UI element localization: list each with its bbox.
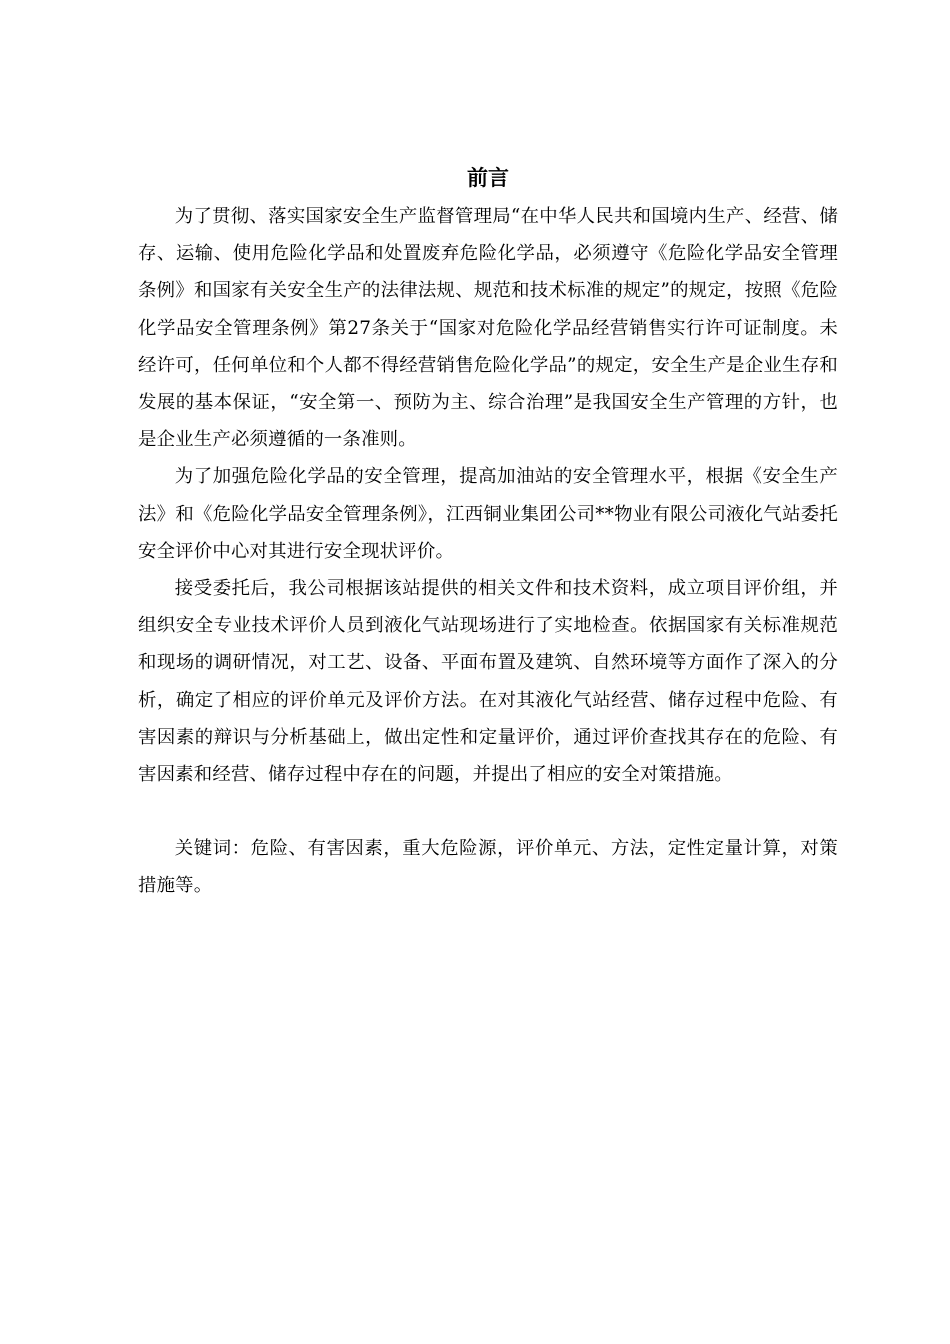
- paragraph-spacer: [138, 793, 838, 830]
- paragraph-3: 接受委托后，我公司根据该站提供的相关文件和技术资料，成立项目评价组，并组织安全专业技术评价人员到液化气站现场进行了实地检查。依据国家有关标准规范和现场的调研情况，对工艺、设备、平面布置及建筑、自然环境等方面作了深入的分析，确定了相应的评价单元及评价方法。在对其液化气站经营、储存过程中危险、有害因素的辩识与分析基础上，做出定性和定量评价，通过评价查找其存在的危险、有害因素和经营、储存过程中存在的问题，并提出了相应的安全对策措施。: [138, 578, 838, 786]
- document-body: [138, 158, 838, 905]
- keywords-paragraph: 关键词：危险、有害因素，重大危险源，评价单元、方法，定性定量计算，对策措施等。: [138, 838, 838, 897]
- paragraph-2: 为了加强危险化学品的安全管理，提高加油站的安全管理水平，根据《安全生产法》和《危险化学品安全管理条例》，江西铜业集团公司**物业有限公司液化气站委托安全评价中心对其进行安全现状评价。: [138, 466, 838, 562]
- page-title: 前言: [467, 166, 509, 190]
- paragraph-1: 为了贯彻、落实国家安全生产监督管理局“在中华人民共和国境内生产、经营、储存、运输、使用危险化学品和处置废弃危险化学品，必须遵守《危险化学品安全管理条例》和国家有关安全生产的法律法规、规范和技术标准的规定”的规定，按照《危险化学品安全管理条例》第27条关于“国家对危险化学品经营销售实行许可证制度。未经许可，任何单位和个人都不得经营销售危险化学品”的规定，安全生产是企业生存和发展的基本保证，“安全第一、预防为主、综合治理”是我国安全生产管理的方针，也是企业生产必须遵循的一条准则。: [138, 206, 838, 451]
